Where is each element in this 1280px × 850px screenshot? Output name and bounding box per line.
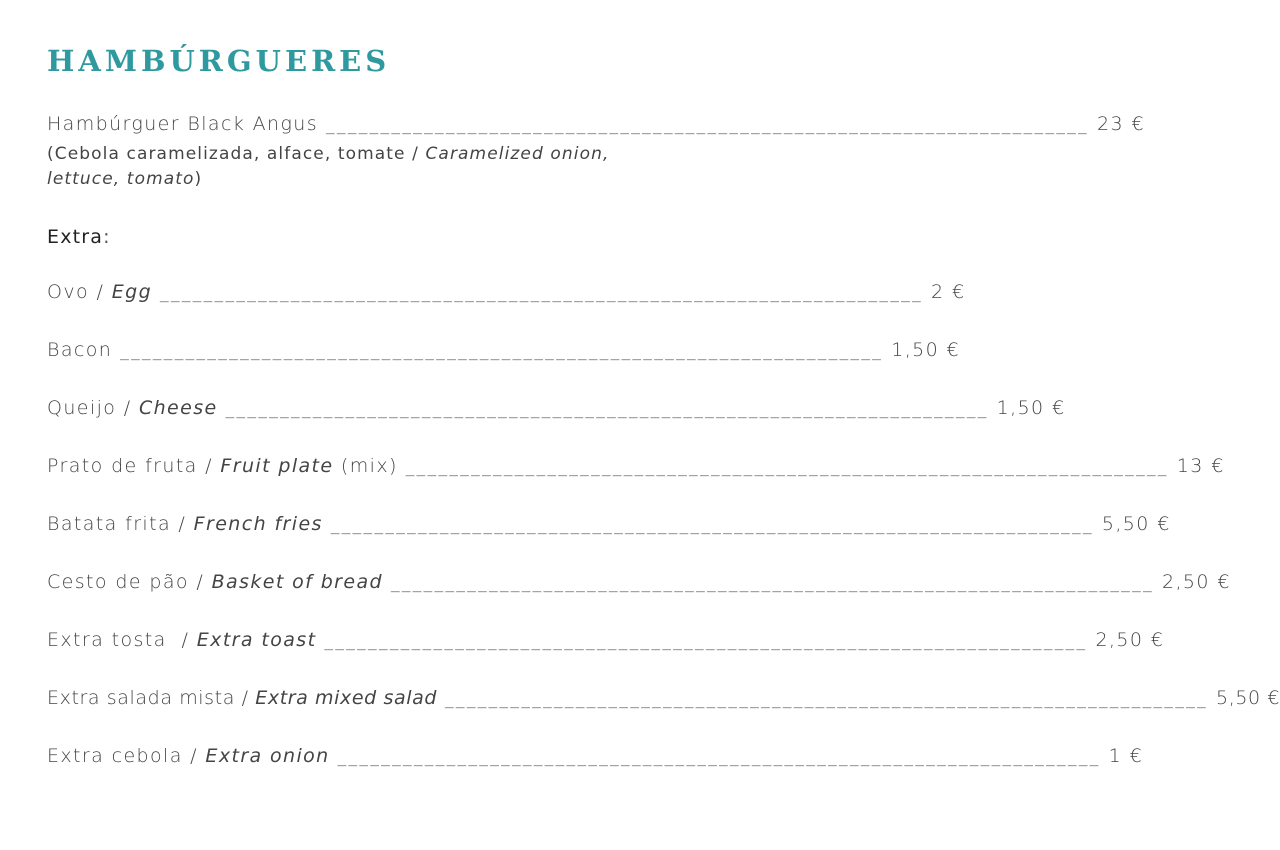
item-name: Extra salada mista / Extra mixed salad bbox=[47, 687, 438, 709]
dot-leader: ______________________________________________________________________ bbox=[120, 341, 884, 361]
extra-label: Extra bbox=[47, 226, 104, 248]
menu-item-main bbox=[47, 113, 1145, 135]
dot-leader: ______________________________________________________________________ bbox=[326, 115, 1090, 135]
dot-leader: ______________________________________________________________________ bbox=[225, 399, 989, 419]
dot-leader: ______________________________________________________________________ bbox=[330, 515, 1094, 535]
menu-item-extra bbox=[47, 571, 1231, 593]
item-name: Extra tosta / Extra toast bbox=[47, 629, 317, 651]
item-price: 1,50 € bbox=[891, 339, 961, 361]
extra-heading bbox=[47, 226, 111, 248]
menu-item-extra bbox=[47, 455, 1225, 477]
item-price: 5,50 € bbox=[1101, 513, 1171, 535]
item-name: Batata frita / French fries bbox=[47, 513, 323, 535]
item-name: Cesto de pão / Basket of bread bbox=[47, 571, 383, 593]
item-price: 1 € bbox=[1108, 745, 1144, 767]
menu-item-extra bbox=[47, 629, 1165, 651]
item-price: 2,50 € bbox=[1095, 629, 1165, 651]
menu-item-extra bbox=[47, 513, 1171, 535]
dot-leader: ______________________________________________________________________ bbox=[337, 747, 1101, 767]
item-price: 1,50 € bbox=[996, 397, 1066, 419]
menu-item-extra bbox=[47, 281, 966, 303]
item-price: 5,50 € bbox=[1216, 687, 1280, 709]
dot-leader: ______________________________________________________________________ bbox=[405, 457, 1169, 477]
menu-item-extra bbox=[47, 745, 1144, 767]
description-pt: (Cebola caramelizada, alface, tomate / bbox=[47, 144, 426, 164]
dot-leader: ______________________________________________________________________ bbox=[324, 631, 1088, 651]
description-en: Caramelized onion, lettuce, tomato bbox=[47, 144, 610, 189]
description-close: ) bbox=[194, 169, 203, 189]
menu-item-extra bbox=[47, 687, 1280, 709]
extra-colon: : bbox=[103, 226, 111, 248]
dot-leader: ______________________________________________________________________ bbox=[445, 689, 1209, 709]
item-name: Hambúrguer Black Angus bbox=[47, 113, 319, 135]
dot-leader: ______________________________________________________________________ bbox=[390, 573, 1154, 593]
item-name: Bacon bbox=[47, 339, 113, 361]
item-name: Prato de fruta / Fruit plate (mix) bbox=[47, 455, 398, 477]
item-price: 13 € bbox=[1176, 455, 1225, 477]
item-price: 23 € bbox=[1097, 113, 1145, 135]
menu-item-extra bbox=[47, 339, 961, 361]
item-price: 2 € bbox=[931, 281, 966, 303]
item-name: Extra cebola / Extra onion bbox=[47, 745, 330, 767]
item-name: Queijo / Cheese bbox=[47, 397, 218, 419]
item-name: Ovo / Egg bbox=[47, 281, 153, 303]
dot-leader: ______________________________________________________________________ bbox=[160, 283, 924, 303]
item-price: 2,50 € bbox=[1161, 571, 1231, 593]
menu-item-extra bbox=[47, 397, 1066, 419]
section-title: HAMBÚRGUERES bbox=[47, 44, 391, 78]
item-description bbox=[47, 142, 687, 192]
